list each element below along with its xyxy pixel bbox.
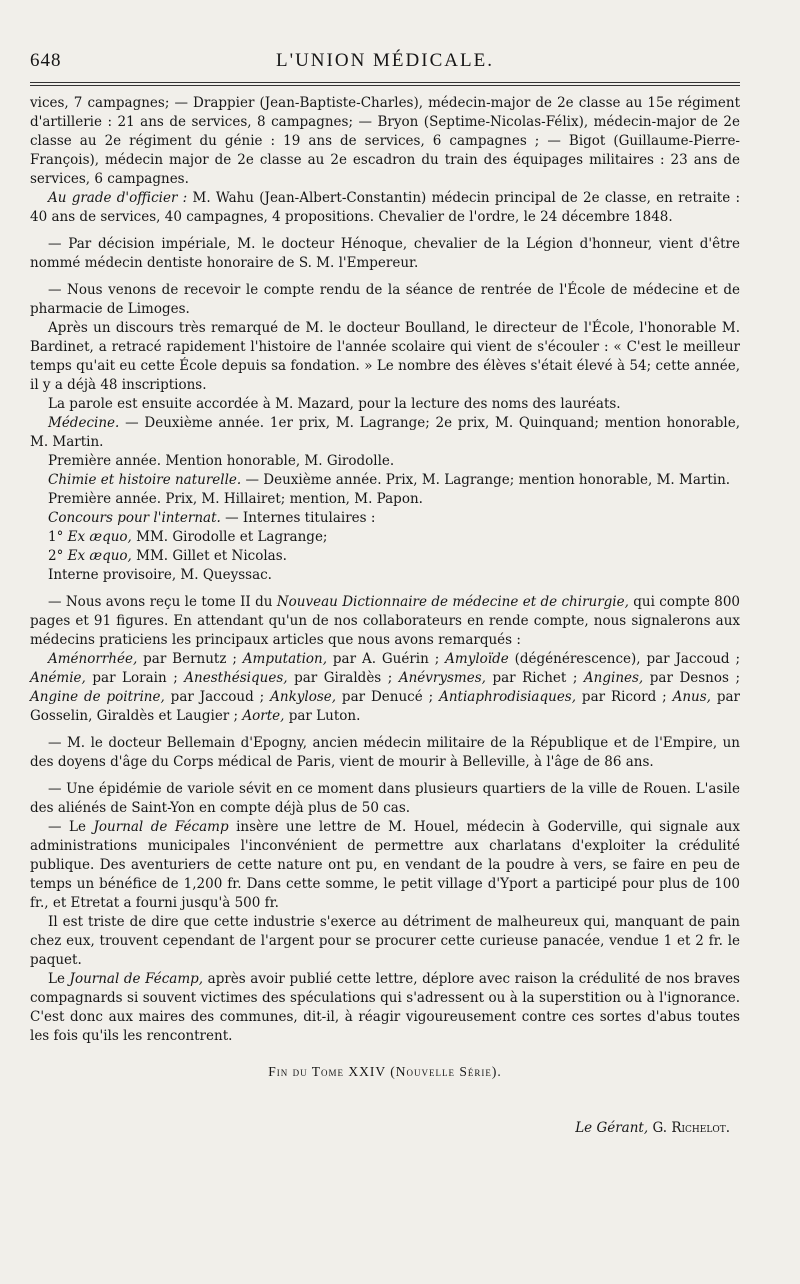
ex-aequo-2-text: MM. Gillet et Nicolas. bbox=[131, 548, 287, 564]
article-author: par Giraldès ; bbox=[287, 670, 399, 686]
paragraph-articles bbox=[30, 650, 740, 726]
gerant-signature bbox=[30, 1120, 740, 1136]
paragraph-fecamp bbox=[30, 818, 740, 913]
medecine-label: Médecine. bbox=[48, 415, 120, 431]
paragraph-henoque: — Par décision impériale, M. le docteur Hénoque, chevalier de la Légion d'honneur, vient d'être nommé médecin dentiste honoraire de S. M. l'Empereur. bbox=[30, 236, 740, 271]
chimie-label: Chimie et histoire naturelle. bbox=[48, 472, 242, 488]
article-author: par Jaccoud ; bbox=[164, 689, 271, 705]
journal-title: L'UNION MÉDICALE. bbox=[276, 50, 494, 71]
page-number: 648 bbox=[30, 50, 62, 71]
credulite-journal: Journal de Fécamp, bbox=[69, 971, 204, 987]
dictionnaire-title: Nouveau Dictionnaire de médecine et de chirurgie, bbox=[276, 594, 629, 610]
paragraph-mazard: La parole est ensuite accordée à M. Mazard, pour la lecture des noms des lauréats. bbox=[48, 396, 621, 412]
paragraph-bellemain: — M. le docteur Bellemain d'Epogny, ancien médecin militaire de la République et de l'Empire, un des doyens d'âge du Corps médical de Paris, vient de mourir à Belleville, à l'âge de 86 ans. bbox=[30, 735, 740, 770]
end-of-volume: Fin du Tome XXIV (Nouvelle Série). bbox=[268, 1064, 502, 1079]
ex-aequo-1-label: Ex æquo, bbox=[67, 529, 132, 545]
paragraph-premiere-annee-1: Première année. Mention honorable, M. Girodolle. bbox=[48, 453, 395, 469]
credulite-text-a: Le bbox=[48, 971, 70, 987]
article-author: par Gosselin, Giraldès et Laugier ; bbox=[30, 689, 740, 724]
article-term: Aorte, bbox=[242, 708, 285, 724]
article-body bbox=[30, 94, 740, 1046]
concours-text: — Internes titulaires : bbox=[220, 510, 376, 526]
paragraph-concours bbox=[30, 509, 740, 528]
chimie-text: — Deuxième année. Prix, M. Lagrange; mention honorable, M. Martin. bbox=[241, 472, 731, 488]
article-term: Anémie, bbox=[30, 670, 86, 686]
ex-aequo-1-num: 1° bbox=[48, 529, 64, 545]
fecamp-journal: Journal de Fécamp bbox=[93, 819, 229, 835]
article-term: Antiaphrodisiaques, bbox=[439, 689, 577, 705]
article-term: Angines, bbox=[583, 670, 644, 686]
article-term: Amyloïde bbox=[445, 651, 509, 667]
dictionnaire-text-b: qui compte 800 pages et 91 figures. En attendant qu'un de nos collaborateurs en rende compte, nous signalerons aux médecins praticiens les principaux articles que nous avons remarqués : bbox=[30, 594, 740, 648]
ex-aequo-2-num: 2° bbox=[48, 548, 64, 564]
article-author: par Bernutz ; bbox=[137, 651, 243, 667]
paragraph-promotions: vices, 7 campagnes; — Drappier (Jean-Baptiste-Charles), médecin-major de 2e classe au 15e régiment d'artillerie : 21 ans de services, 8 campagnes; — Bryon (Septime-Nicolas-Félix), médecin-major de 2e classe au 2e régiment du génie : 19 ans de services, 6 campagnes ; — Bigot (Guillaume-Pierre-François), médecin major de 2e classe au 2e escadron du train des équipages militaires : 23 ans de services, 6 campagnes. bbox=[30, 95, 740, 187]
paragraph-limoges: — Nous venons de recevoir le compte rendu de la séance de rentrée de l'École de médecine et de pharmacie de Limoges. bbox=[30, 282, 740, 317]
ex-aequo-2-label: Ex æquo, bbox=[67, 548, 132, 564]
article-term: Ankylose, bbox=[270, 689, 337, 705]
paragraph-ex-aequo-1 bbox=[30, 528, 740, 547]
paragraph-premiere-annee-2: Première année. Prix, M. Hillairet; mention, M. Papon. bbox=[48, 491, 423, 507]
paragraph-credulite bbox=[30, 970, 740, 1046]
article-author: par Desnos ; bbox=[643, 670, 741, 686]
paragraph-ex-aequo-2 bbox=[30, 547, 740, 566]
gerant-label: Le Gérant, bbox=[575, 1120, 649, 1136]
article-term: Amputation, bbox=[242, 651, 328, 667]
paragraph-officer bbox=[30, 189, 740, 227]
paragraph-boulland: Après un discours très remarqué de M. le docteur Boulland, le directeur de l'École, l'honorable M. Bardinet, a retracé rapidement l'histoire de l'année scolaire qui vient de s'écouler : « C'est le meilleur temps qu'ait eu cette École depuis sa fondation. » Le nombre des élèves s'était élevé à 54; cette année, il y a déjà 48 inscriptions. bbox=[30, 320, 740, 393]
article-author: par Ricord ; bbox=[576, 689, 673, 705]
paragraph-interne-provisoire: Interne provisoire, M. Queyssac. bbox=[48, 567, 272, 583]
article-author: par Denucé ; bbox=[336, 689, 440, 705]
gerant-name: G. Richelot. bbox=[652, 1120, 730, 1136]
article-author: par Lorain ; bbox=[85, 670, 185, 686]
article-term: Anus, bbox=[672, 689, 711, 705]
officer-text: M. Wahu (Jean-Albert-Constantin) médecin principal de 2e classe, en retraite : 40 ans de services, 40 campagnes, 4 propositions. Chevalier de l'ordre, le 24 décembre 1848. bbox=[30, 190, 740, 225]
article-author: (dégénérescence), par Jaccoud ; bbox=[508, 651, 740, 667]
paragraph-dictionnaire bbox=[30, 593, 740, 650]
header-rule bbox=[30, 82, 740, 86]
concours-label: Concours pour l'internat. bbox=[48, 510, 221, 526]
article-term: Anesthésiques, bbox=[184, 670, 288, 686]
dictionnaire-text-a: — Nous avons reçu le tome II du bbox=[48, 594, 277, 610]
medecine-text: — Deuxième année. 1er prix, M. Lagrange; 2e prix, M. Quinquand; mention honorable, M. Martin. bbox=[30, 415, 740, 450]
paragraph-medecine bbox=[30, 414, 740, 452]
fecamp-text-b: insère une lettre de M. Houel, médecin à Goderville, qui signale aux administrations municipales l'inconvénient de permettre aux charlatans d'exploiter la crédulité publique. Des aventuriers de cette nature ont pu, en vendant de la poudre à vers, se faire en peu de temps un bénéfice de 1,200 fr. Dans cette somme, le petit village d'Yport a participé pour plus de 100 fr., et Etretat a fourni jusqu'à 500 fr. bbox=[30, 819, 740, 911]
ex-aequo-1-text: MM. Girodolle et Lagrange; bbox=[131, 529, 328, 545]
article-term: Anévrysmes, bbox=[398, 670, 486, 686]
paragraph-variole: — Une épidémie de variole sévit en ce moment dans plusieurs quartiers de la ville de Rouen. L'asile des aliénés de Saint-Yon en compte déjà plus de 50 cas. bbox=[30, 781, 740, 816]
running-header bbox=[30, 44, 740, 74]
paragraph-chimie bbox=[30, 471, 740, 490]
credulite-text-b: après avoir publié cette lettre, déplore avec raison la crédulité de nos braves compagnards si souvent victimes des spéculations qui s'adressent ou à la superstition ou à l'ignorance. C'est donc aux maires des communes, dit-il, à réagir vigoureusement contre ces sortes d'abus toutes les fois qu'ils les rencontrent. bbox=[30, 971, 740, 1044]
paragraph-industrie: Il est triste de dire que cette industrie s'exerce au détriment de malheureux qui, manquant de pain chez eux, trouvent cependant de l'argent pour se procurer cette curieuse panacée, vendue 1 et 2 fr. le paquet. bbox=[30, 914, 740, 968]
fecamp-text-a: — Le bbox=[48, 819, 94, 835]
article-author: par Luton. bbox=[284, 708, 361, 724]
officer-label: Au grade d'officier : bbox=[48, 190, 188, 206]
article-term: Angine de poitrine, bbox=[30, 689, 165, 705]
article-term: Aménorrhée, bbox=[48, 651, 138, 667]
article-author: par A. Guérin ; bbox=[327, 651, 446, 667]
article-author: par Richet ; bbox=[485, 670, 584, 686]
